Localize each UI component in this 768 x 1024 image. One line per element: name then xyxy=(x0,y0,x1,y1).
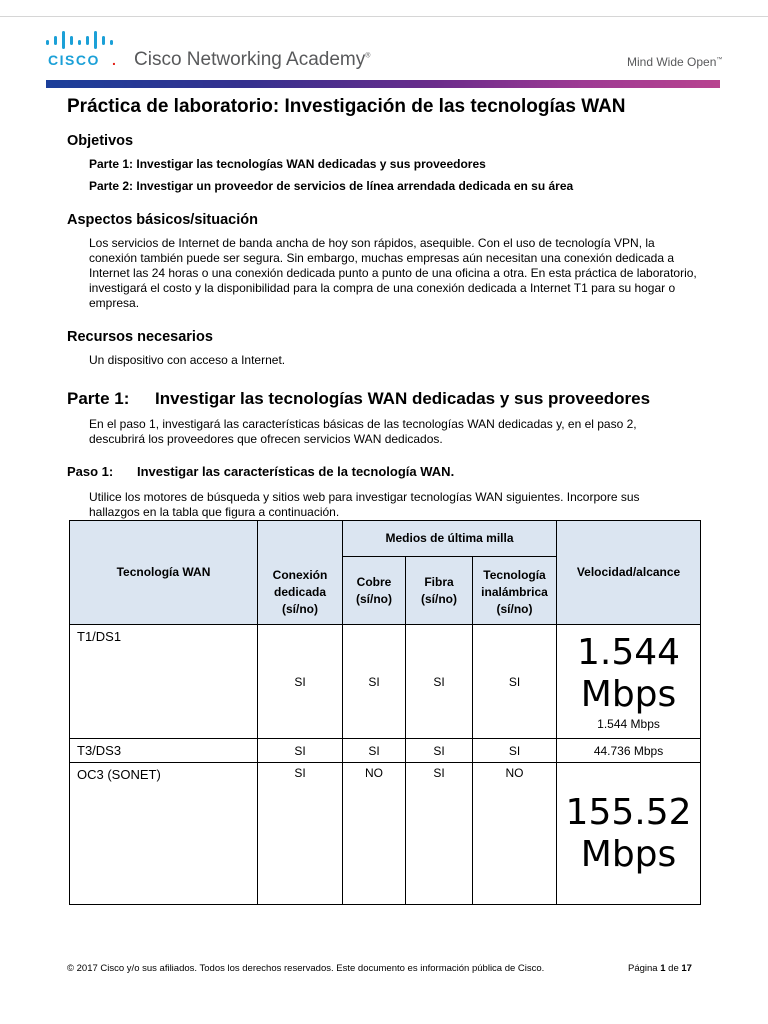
cell-tech: T3/DS3 xyxy=(70,739,258,763)
header-wireless: Tecnología inalámbrica (sí/no) xyxy=(473,557,557,625)
page-current: 1 xyxy=(660,963,666,974)
footer-copyright: © 2017 Cisco y/o sus afiliados. Todos los derechos reservados. Este documento es información pública de Cisco. xyxy=(67,963,545,974)
registered-mark: ® xyxy=(365,52,371,60)
cell-copper: NO xyxy=(343,763,406,905)
cell-speed xyxy=(557,763,701,905)
objective-item-1: Parte 1: Investigar las tecnologías WAN dedicadas y sus proveedores xyxy=(89,157,486,171)
cell-dedicated: SI xyxy=(258,763,343,905)
table-row xyxy=(70,739,701,763)
header-last-mile: Medios de última milla xyxy=(343,521,557,557)
table-row xyxy=(70,763,701,905)
cell-dedicated: SI xyxy=(258,739,343,763)
header-speed: Velocidad/alcance xyxy=(557,521,701,625)
header-fiber: Fibra (sí/no) xyxy=(406,557,473,625)
table-row xyxy=(70,625,701,739)
document-title: Práctica de laboratorio: Investigación de las tecnologías WAN xyxy=(67,96,626,117)
page-total: 17 xyxy=(681,963,692,974)
cell-speed xyxy=(557,625,701,739)
speed-large-text: 1.544 Mbps xyxy=(577,631,681,715)
tagline-text: Mind Wide Open xyxy=(627,55,717,69)
part1-number: Parte 1: xyxy=(67,389,130,408)
tagline-mark: ™ xyxy=(716,57,723,63)
cell-fiber: SI xyxy=(406,763,473,905)
cell-wireless: NO xyxy=(473,763,557,905)
resources-paragraph: Un dispositivo con acceso a Internet. xyxy=(89,353,286,367)
cell-wireless: SI xyxy=(473,739,557,763)
wan-technologies-table xyxy=(69,520,701,905)
cisco-bars-icon xyxy=(46,31,118,49)
objectives-heading: Objetivos xyxy=(67,133,134,149)
header-dedicated: Conexión dedicada (sí/no) xyxy=(258,521,343,625)
header-rule xyxy=(0,16,768,17)
background-heading: Aspectos básicos/situación xyxy=(67,212,258,228)
header-gradient-bar xyxy=(46,80,720,88)
step1-number: Paso 1: xyxy=(67,464,114,479)
cell-speed: 44.736 Mbps xyxy=(557,739,701,763)
header-tech: Tecnología WAN xyxy=(70,521,258,625)
step1-intro: Utilice los motores de búsqueda y sitios web para investigar tecnologías WAN siguientes. Incorpore sus hallazgos en la tabla que figura a continuación. xyxy=(89,490,640,519)
cell-copper: SI xyxy=(343,625,406,739)
table-header-row xyxy=(70,521,701,557)
academy-name-text: Cisco Networking Academy xyxy=(134,49,366,70)
step1-title: Investigar las características de la tecnología WAN. xyxy=(137,464,455,479)
cell-fiber: SI xyxy=(406,625,473,739)
page-label: Página xyxy=(628,963,658,974)
part1-intro: En el paso 1, investigará las características básicas de las tecnologías WAN dedicadas y, en el paso 2, descubrirá los proveedores que ofrecen servicios WAN dedicados. xyxy=(89,417,637,446)
cell-dedicated: SI xyxy=(258,625,343,739)
footer-page-number xyxy=(628,963,692,974)
speed-large-text: 155.52 Mbps xyxy=(565,791,692,875)
header-copper: Cobre (sí/no) xyxy=(343,557,406,625)
cell-tech: OC3 (SONET) xyxy=(70,763,258,905)
step1-heading xyxy=(67,464,454,479)
part1-title: Investigar las tecnologías WAN dedicadas y sus proveedores xyxy=(155,389,651,408)
cell-fiber: SI xyxy=(406,739,473,763)
cell-tech: T1/DS1 xyxy=(70,625,258,739)
cisco-wordmark: CISCO xyxy=(48,52,100,68)
cell-copper: SI xyxy=(343,739,406,763)
objective-item-2: Parte 2: Investigar un proveedor de servicios de línea arrendada dedicada en su área xyxy=(89,179,574,193)
resources-heading: Recursos necesarios xyxy=(67,329,213,345)
academy-name xyxy=(134,49,370,71)
tagline xyxy=(627,55,722,69)
speed-small-text: 1.544 Mbps xyxy=(597,716,660,731)
background-paragraph: Los servicios de Internet de banda ancha de hoy son rápidos, asequible. Con el uso de tecnología VPN, la conexión también puede ser segura. Sin embargo, muchas empresas aún necesitan una conexión dedicada a Internet las 24 horas o una conexión dedicada punto a punto de una oficina a otra. En esta práctica de laboratorio, investigará el costo y la disponibilidad para la compra de una conexión dedicada a Internet T1 para su hogar o empresa. xyxy=(89,236,697,310)
part1-heading xyxy=(67,389,650,409)
page-sep: de xyxy=(668,963,679,974)
cisco-wordmark-dot: . xyxy=(112,52,116,68)
cisco-logo xyxy=(44,31,124,67)
cell-wireless: SI xyxy=(473,625,557,739)
